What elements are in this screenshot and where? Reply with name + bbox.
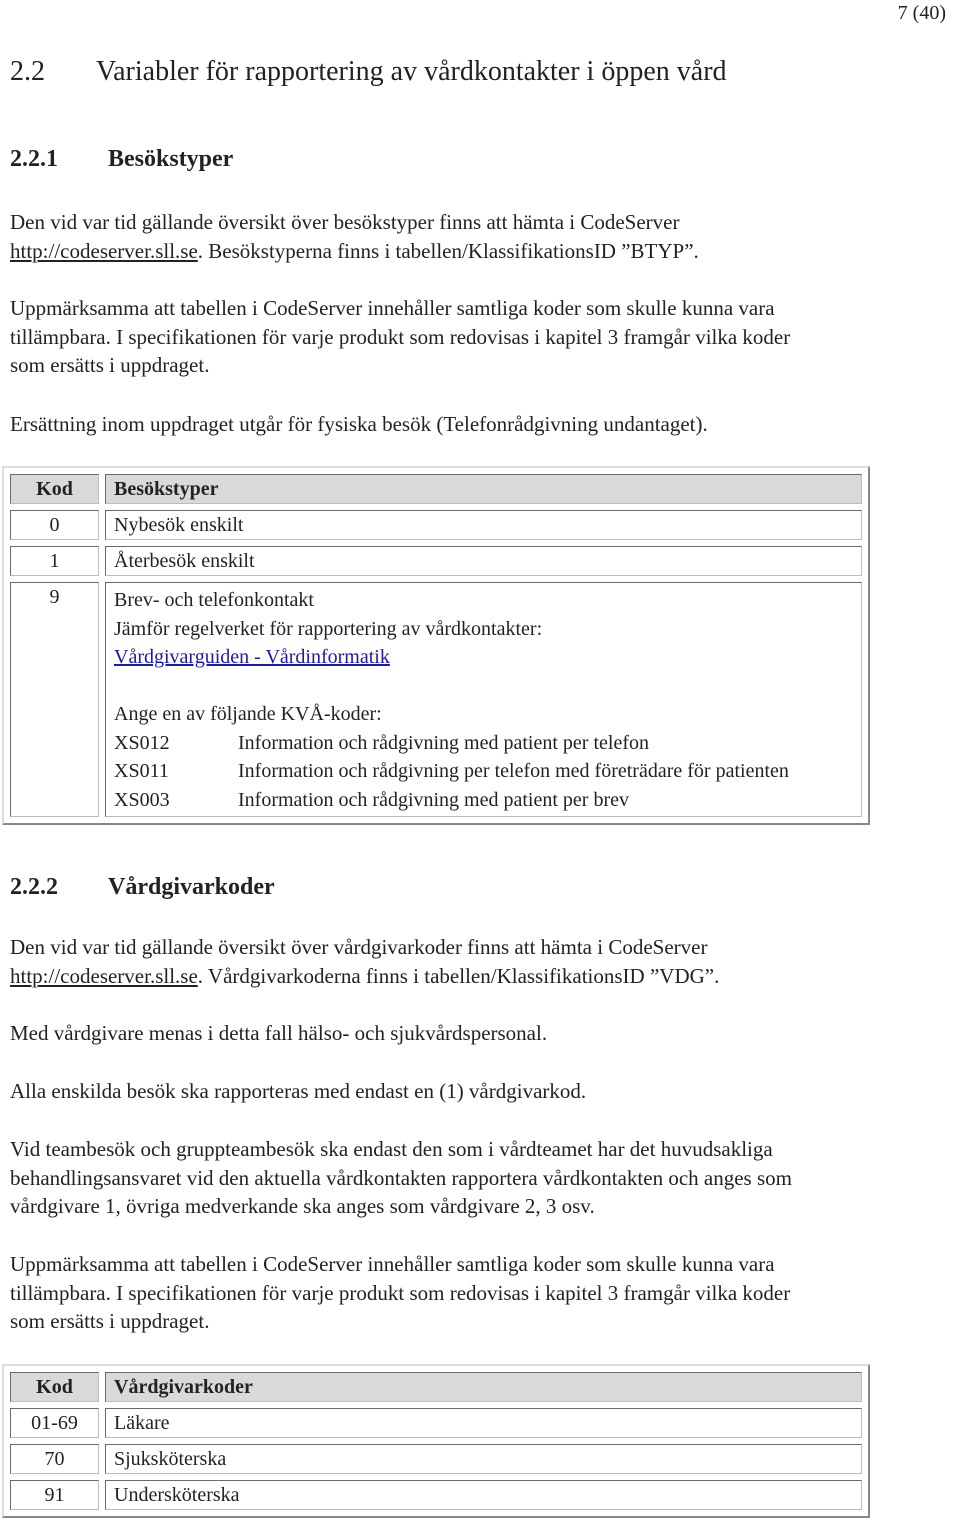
subsection-number: 2.2.1 [10,146,58,172]
table-row [10,582,862,817]
paragraph-codeserver-btyp [10,208,699,265]
codeserver-link[interactable]: http://codeserver.sll.se [10,238,198,263]
paragraph-uppmarksamma-2 [10,1250,790,1336]
cell-kod: 9 [10,582,99,817]
cell-kod: 0 [10,510,99,540]
paragraph-line: tillämpbara. I specifikationen för varje produkt som redovisas i kapitel 3 framgår vilka koder [10,1280,791,1305]
subsection-title: Besökstyper [108,146,234,172]
paragraph-line: som ersätts i uppdraget. [10,1309,210,1333]
cell-besokstyp: Nybesök enskilt [105,510,862,540]
paragraph-line: Den vid var tid gällande översikt över vårdgivarkoder finns att hämta i CodeServer [10,935,708,959]
paragraph-line: vårdgivare 1, övriga medverkande ska anges som vårdgivare 2, 3 osv. [10,1194,595,1218]
cell-line: Brev- och telefonkontakt [114,589,314,611]
paragraph-line: tillämpbara. I specifikationen för varje produkt som redovisas i kapitel 3 framgår vilka koder [10,324,791,349]
column-header-kod: Kod [10,1372,99,1402]
kva-code: XS011 [114,760,169,782]
table-header-row [10,1372,862,1402]
kva-row [114,757,853,786]
paragraph-line: . Besökstyperna finns i tabellen/KlassifikationsID ”BTYP”. [197,238,699,263]
paragraph-line: Uppmärksamma att tabellen i CodeServer innehåller samtliga koder som skulle kunna vara [10,296,775,320]
column-header-besokstyper: Besökstyper [105,474,862,504]
cell-kod: 1 [10,546,99,576]
subsection-heading-besokstyper [10,146,233,173]
page-number: 7 (40) [897,2,946,24]
paragraph-uppmarksamma [10,294,790,380]
table-header-row [10,474,862,504]
paragraph-line: Den vid var tid gällande översikt över besökstyper finns att hämta i CodeServer [10,210,680,234]
paragraph-codeserver-vdg [10,933,719,990]
paragraph-line: Uppmärksamma att tabellen i CodeServer innehåller samtliga koder som skulle kunna vara [10,1252,775,1276]
paragraph-line: Vid teambesök och gruppteambesök ska endast den som i vårdteamet har det huvudsakliga [10,1137,773,1161]
vardgivarkoder-table [2,1364,870,1518]
cell-kod: 91 [10,1480,99,1510]
subsection-number: 2.2.2 [10,874,58,900]
kva-row [114,729,853,758]
paragraph-teambesok [10,1135,792,1221]
cell-vardgivarkod: Undersköterska [105,1480,862,1510]
subsection-heading-vardgivarkoder [10,874,275,901]
cell-kod: 70 [10,1444,99,1474]
cell-kod: 01-69 [10,1408,99,1438]
table-row [10,1408,862,1438]
paragraph-ersattning: Ersättning inom uppdraget utgår för fysiska besök (Telefonrådgivning undantaget). [10,412,708,436]
table-row [10,546,862,576]
column-header-vardgivarkoder: Vårdgivarkoder [105,1372,862,1402]
table-row [10,1444,862,1474]
kva-text: Information och rådgivning med patient per brev [238,788,629,811]
kva-row [114,786,853,815]
kva-intro: Ange en av följande KVÅ-koder: [114,703,382,725]
subsection-title: Vårdgivarkoder [108,874,275,900]
kva-text: Information och rådgivning per telefon med företrädare för patienten [238,760,789,782]
paragraph-line: som ersätts i uppdraget. [10,353,210,377]
paragraph-line: behandlingsansvaret vid den aktuella vårdkontakten rapportera vårdkontakten och anges som [10,1165,792,1190]
codeserver-link[interactable]: http://codeserver.sll.se [10,963,198,988]
table-row [10,510,862,540]
section-number: 2.2 [10,56,45,87]
cell-vardgivarkod: Läkare [105,1408,862,1438]
paragraph-line: . Vårdgivarkoderna finns i tabellen/KlassifikationsID ”VDG”. [197,963,720,988]
section-title: Variabler för rapportering av vårdkontakter i öppen vård [96,56,727,87]
table-row [10,1480,862,1510]
paragraph-vardgivare-menas: Med vårdgivare menas i detta fall hälso- och sjukvårdspersonal. [10,1021,548,1045]
cell-line: Jämför regelverket för rapportering av vårdkontakter: [114,617,543,640]
cell-besokstyp: Återbesök enskilt [105,546,862,576]
cell-vardgivarkod: Sjuksköterska [105,1444,862,1474]
kva-code: XS012 [114,731,170,754]
kva-code: XS003 [114,788,170,811]
kva-text: Information och rådgivning med patient per telefon [238,731,649,754]
paragraph-enskilda-besok: Alla enskilda besök ska rapporteras med endast en (1) vårdgivarkod. [10,1079,587,1103]
cell-besokstyp-detail [105,582,862,817]
vardgivarguiden-link[interactable]: Vårdgivarguiden - Vårdinformatik [114,646,390,668]
besokstyper-table [2,466,870,825]
section-heading [10,56,727,88]
column-header-kod: Kod [10,474,99,504]
